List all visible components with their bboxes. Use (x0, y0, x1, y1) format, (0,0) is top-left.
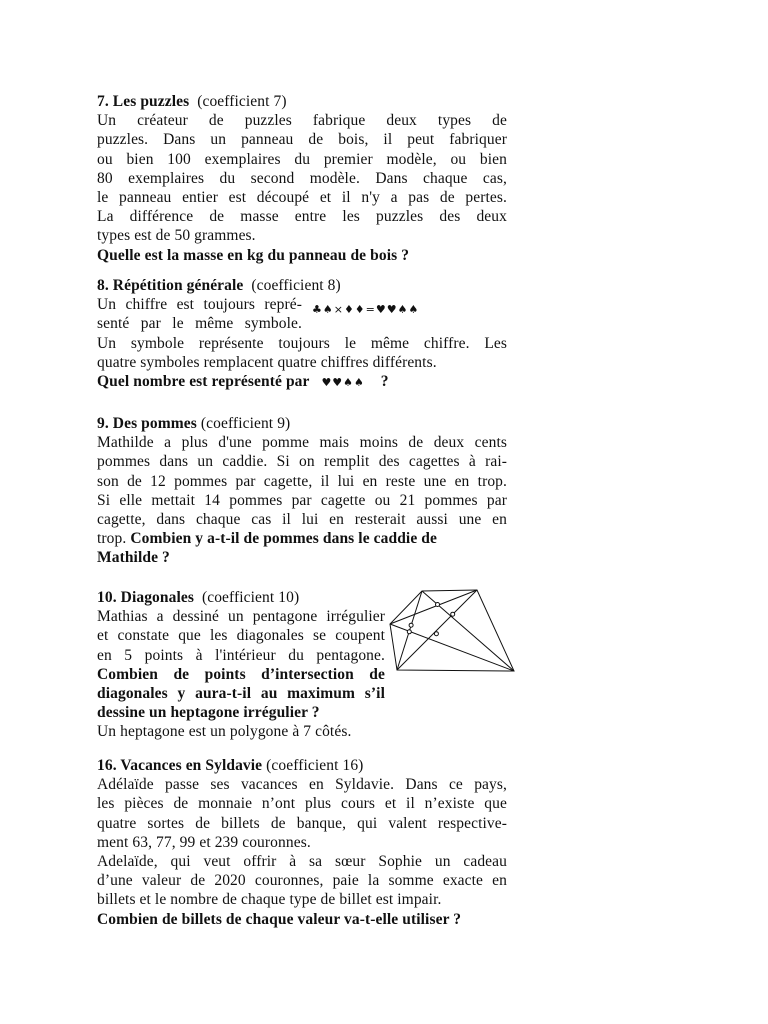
problem-9-line: pommes dans un caddie. Si on remplit des cagettes à rai- (97, 453, 507, 471)
problem-10-title: 10. Diagonales (97, 589, 194, 606)
problem-16-line: billets et le nombre de chaque type de billet est impair. (97, 891, 442, 909)
problem-7-coefficient: (coefficient 7) (197, 93, 287, 110)
problem-9-line: son de 12 pommes par cagette, il lui en reste une en trop. (97, 472, 507, 490)
intersection-point (409, 623, 413, 627)
problem-8-question: Quel nombre est représenté par ♥♥♠♠ ? (97, 373, 389, 390)
problem-16-title: 16. Vacances en Syldavie (97, 757, 263, 774)
problem-9-title: 9. Des pommes (97, 415, 197, 432)
problem-7-line: le panneau entier est découpé et il n'y a pas de pertes. (97, 189, 507, 207)
problem-7-title: 7. Les puzzles (97, 93, 190, 110)
problem-8-line: senté par le même symbole. (97, 315, 302, 333)
problem-8-line: Un symbole représente toujours le même chiffre. Les (97, 334, 507, 352)
problem-16 (97, 756, 507, 929)
problem-10-question: diagonales y aura-t-il au maximum s’il (97, 685, 385, 703)
question-symbols: ♥♥♠♠ (321, 376, 365, 389)
problem-8-coefficient: (coefficient 8) (251, 277, 341, 294)
problem-7-heading (97, 92, 507, 111)
problem-16-heading (97, 756, 507, 775)
problem-16-line: Adelaïde, qui veut offrir à sa sœur Sophie un cadeau (97, 853, 507, 871)
problem-9-question-end: Mathilde ? (97, 549, 170, 567)
problem-16-line: quatre sortes de billets de banque, qui valent respective- (97, 814, 507, 832)
problem-10-line: Mathias a dessiné un pentagone irrégulier (97, 608, 385, 626)
problem-16-coefficient: (coefficient 16) (266, 757, 364, 774)
problem-9 (97, 414, 507, 568)
problem-8-title: 8. Répétition générale (97, 277, 244, 294)
problem-10-note: Un heptagone est un polygone à 7 côtés. (97, 723, 352, 741)
problem-7-line: La différence de masse entre les puzzles des deux (97, 208, 507, 226)
problem-16-question: Combien de billets de chaque valeur va-t-elle utiliser ? (97, 910, 462, 928)
problem-10 (97, 588, 385, 742)
problem-10-line: en 5 points à l'intérieur du pentagone. (97, 646, 385, 664)
problem-8-line: Un chiffre est toujours repré- (97, 296, 302, 314)
problem-9-line: Si elle mettait 14 pommes par cagette ou 21 pommes par (97, 491, 507, 509)
problem-10-heading (97, 588, 385, 607)
problem-7 (97, 92, 507, 265)
problem-8 (97, 276, 507, 372)
problem-9-heading (97, 414, 507, 433)
intersection-point (434, 632, 438, 636)
problem-10-question: dessine un heptagone irrégulier ? (97, 704, 320, 722)
problem-9-coefficient: (coefficient 9) (200, 415, 291, 432)
problem-9-line: cagette, dans chaque cas il lui en resterait aussi une en (97, 511, 507, 529)
problem-7-question: Quelle est la masse en kg du panneau de bois ? (97, 246, 410, 264)
problem-9-question: Combien y a-t-il de pommes dans le caddie de (130, 530, 437, 548)
problem-9-line: Mathilde a plus d'une pomme mais moins de deux cents (97, 434, 507, 452)
problem-7-line: puzzles. Dans un panneau de bois, il peut fabriquer (97, 131, 507, 149)
problem-10-coefficient: (coefficient 10) (201, 589, 300, 606)
symbol-equation: ♣♠×♦♦=♥♥♠♠ (312, 303, 420, 316)
problem-8-heading (97, 276, 507, 295)
problem-9-line: trop. Combien y a-t-il de pommes dans le caddie de (97, 530, 437, 548)
problem-7-line: types est de 50 grammes. (97, 227, 256, 245)
intersection-point (436, 603, 440, 607)
intersection-point (407, 630, 411, 634)
problem-7-line: 80 exemplaires du second modèle. Dans chaque cas, (97, 169, 507, 187)
problem-16-line: ment 63, 77, 99 et 239 couronnes. (97, 833, 311, 851)
problem-10-line: et constate que les diagonales se coupent (97, 627, 385, 645)
problem-16-line: Adélaïde passe ses vacances en Syldavie. Dans ce pays, (97, 776, 507, 794)
problem-7-line: ou bien 100 exemplaires du premier modèle, ou bien (97, 150, 507, 168)
problem-16-line: les pièces de monnaie n’ont plus cours et il n’existe que (97, 795, 507, 813)
problem-8-line: quatre symboles remplacent quatre chiffres différents. (97, 353, 437, 371)
pentagon-diagram (388, 584, 516, 676)
problem-16-line: d’une valeur de 2020 couronnes, paie la somme exacte en (97, 872, 507, 890)
problem-10-question: Combien de points d’intersection de (97, 665, 385, 683)
diagonal (390, 590, 477, 624)
problem-7-line: Un créateur de puzzles fabrique deux types de (97, 112, 507, 130)
intersection-point (451, 612, 455, 616)
